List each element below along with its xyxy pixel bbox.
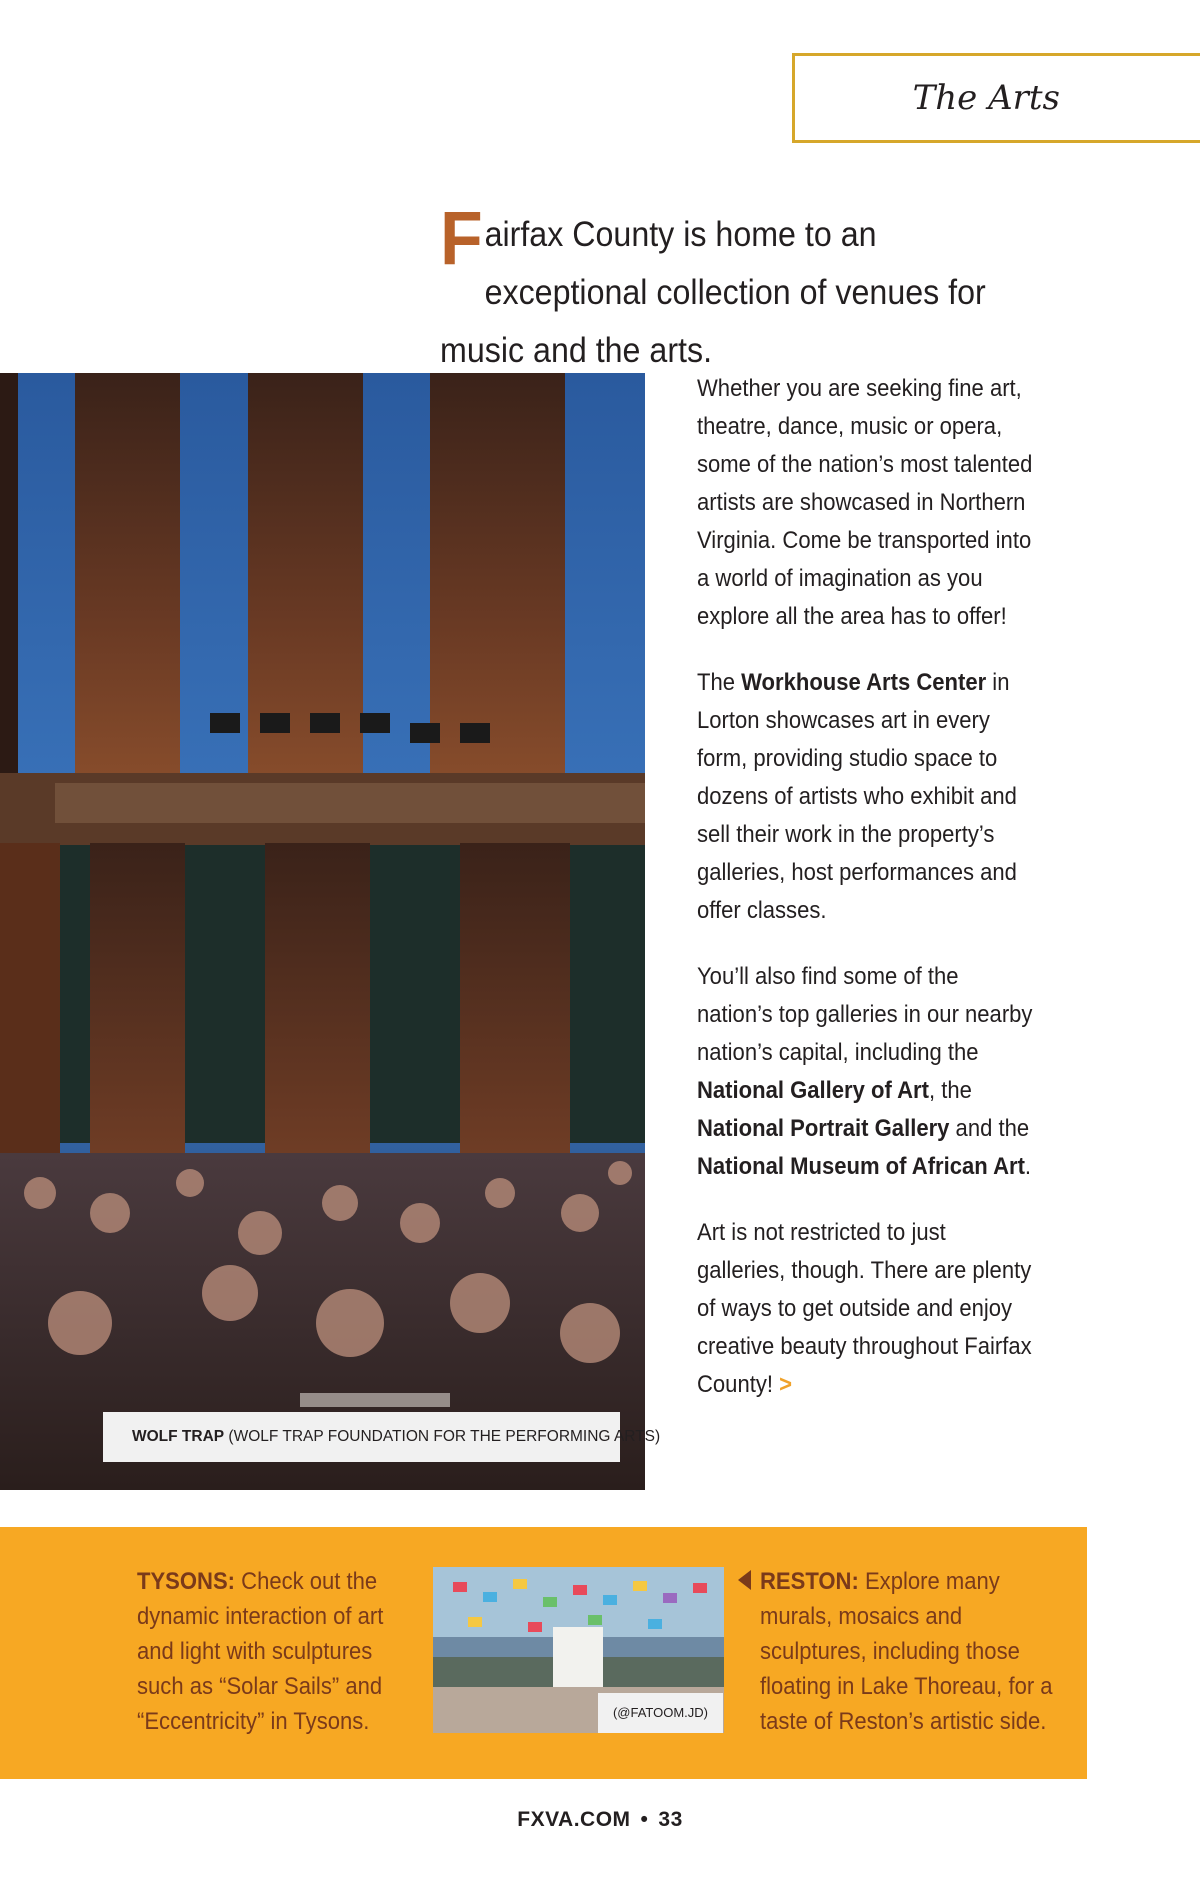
section-title: The Arts xyxy=(912,78,1060,118)
left-arrow-icon xyxy=(738,1570,751,1590)
paragraph-2 xyxy=(697,664,1037,930)
footer-dot: • xyxy=(640,1808,649,1831)
reston-photo-credit: (@FATOOM.JD) xyxy=(598,1693,723,1733)
p3-mid1: , the xyxy=(928,1077,972,1104)
reston-text: Explore many murals, mosaics and sculptures, including those floating in Lake Thoreau, for a taste of Reston’s artistic side. xyxy=(760,1568,1053,1735)
p2-pre: The xyxy=(697,669,742,696)
paragraph-4 xyxy=(697,1214,1037,1404)
national-portrait-gallery-name: National Portrait Gallery xyxy=(697,1115,950,1142)
section-tab xyxy=(792,53,1200,143)
tysons-label: TYSONS: xyxy=(137,1568,236,1595)
continue-arrow-icon: > xyxy=(779,1371,793,1398)
p4-text: Art is not restricted to just galleries, though. There are plenty of ways to get outside and enjoy creative beauty throughout Fairfax County! xyxy=(697,1219,1032,1398)
wolf-trap-photo xyxy=(0,373,645,1490)
reston-label: RESTON: xyxy=(760,1568,859,1595)
intro-text: airfax County is home to an exceptional collection of venues for music and the arts. xyxy=(440,215,986,370)
caption-venue: WOLF TRAP xyxy=(132,1428,225,1445)
workhouse-name: Workhouse Arts Center xyxy=(741,669,987,696)
paragraph-1: Whether you are seeking fine art, theatre, dance, music or opera, some of the nation’s most talented artists are showcased in Northern Virginia. Come be transported into a world of imagination as you explore all the area has to offer! xyxy=(697,375,1033,630)
p2-post: in Lorton showcases art in every form, providing studio space to dozens of artists who exhibit and sell their work in the property’s galleries, host performances and offer classes. xyxy=(697,669,1017,924)
page-footer xyxy=(0,1808,1200,1832)
national-gallery-name: National Gallery of Art xyxy=(697,1077,929,1104)
tysons-blurb xyxy=(137,1564,407,1739)
caption-credit: (WOLF TRAP FOUNDATION FOR THE PERFORMING ARTS) xyxy=(224,1428,661,1445)
p3-pre: You’ll also find some of the nation’s top galleries in our nearby nation’s capital, including the xyxy=(697,963,1033,1066)
african-art-museum-name: National Museum of African Art xyxy=(697,1153,1025,1180)
tysons-text: Check out the dynamic interaction of art and light with sculptures such as “Solar Sails” and “Eccentricity” in Tysons. xyxy=(137,1568,384,1735)
intro-heading xyxy=(440,196,992,380)
footer-site: FXVA.COM xyxy=(517,1808,631,1831)
p3-mid2: and the xyxy=(949,1115,1030,1142)
paragraph-3 xyxy=(697,958,1037,1186)
p3-end: . xyxy=(1024,1153,1032,1180)
body-column xyxy=(697,370,1033,1432)
reston-blurb xyxy=(760,1564,1057,1739)
page-number: 33 xyxy=(658,1808,683,1831)
photo-caption xyxy=(103,1412,661,1462)
drop-cap: F xyxy=(440,196,483,281)
